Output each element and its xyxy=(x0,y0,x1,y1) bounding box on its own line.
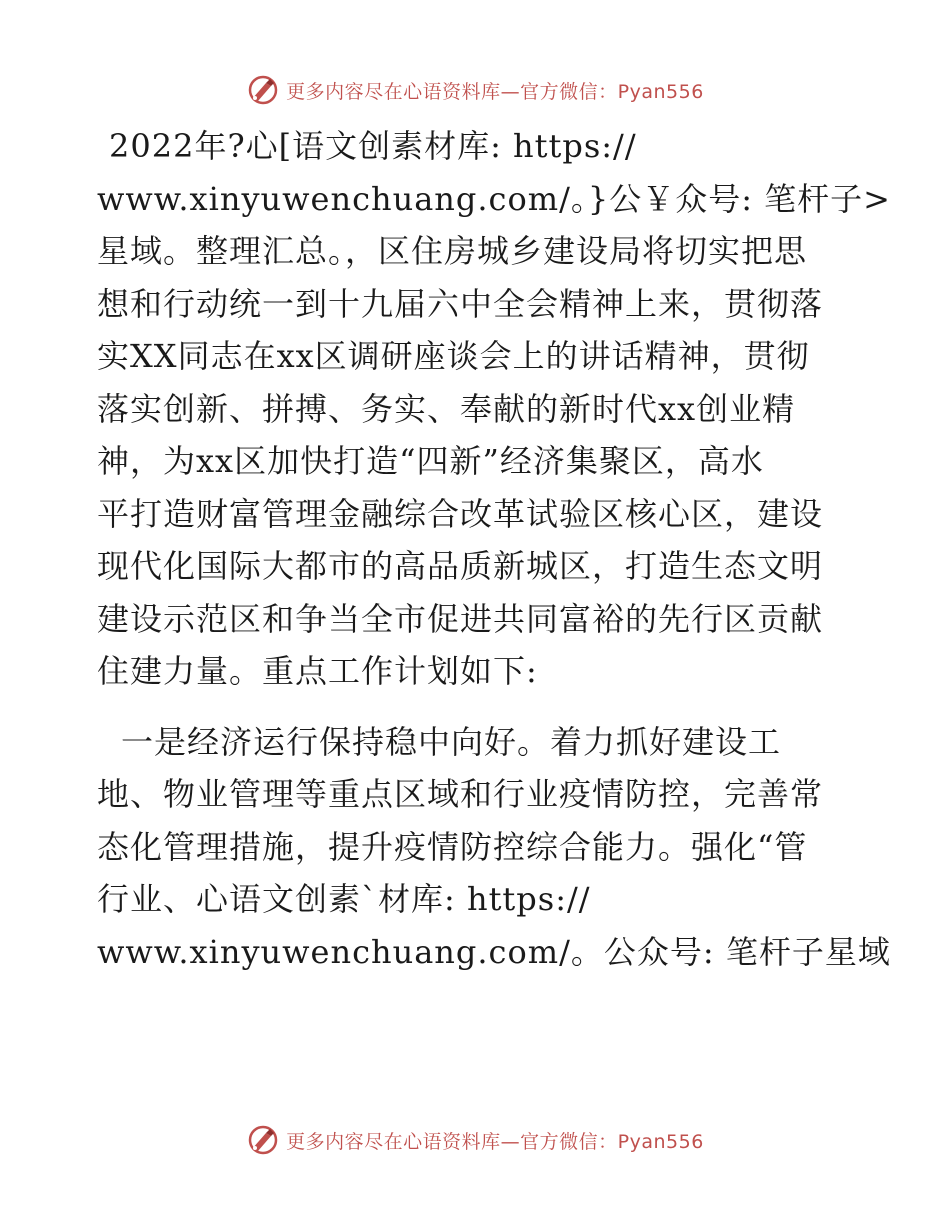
text-line: 现代化国际大都市的高品质新城区，打造生态文明 xyxy=(97,547,824,585)
text-line: www.xinyuwenchuang.com/。公众号: 笔杆子星域 xyxy=(97,932,891,971)
text-line: 神，为xx区加快打造“四新”经济集聚区，高水 xyxy=(97,442,764,480)
header-banner-inner xyxy=(246,73,704,107)
text-line: 平打造财富管理金融综合改革试验区核心区，建设 xyxy=(97,494,824,533)
text-line: 想和行动统一到十九届六中全会精神上来，贯彻落 xyxy=(97,284,824,323)
text-line: 建设示范区和争当全市促进共同富裕的先行区贡献 xyxy=(97,599,824,638)
paragraph-1 xyxy=(97,120,891,698)
footer-banner-inner xyxy=(246,1123,704,1157)
footer-banner-text: 更多内容尽在心语资料库—官方微信：Pyan556 xyxy=(286,1130,704,1153)
text-line: 行业、心语文创素`材库: https:// xyxy=(97,880,591,918)
text-line: 2022年?心[语文创素材库: https:// xyxy=(109,127,637,165)
text-line: 住建力量。重点工作计划如下: xyxy=(97,652,538,690)
paragraph-2 xyxy=(97,716,891,979)
text-line: 态化管理措施，提升疫情防控综合能力。强化“管 xyxy=(97,827,808,866)
header-banner-text: 更多内容尽在心语资料库—官方微信：Pyan556 xyxy=(286,80,704,103)
pen-logo-icon xyxy=(246,73,280,107)
text-line: www.xinyuwenchuang.com/。}公￥众号: 笔杆子> xyxy=(97,179,891,218)
text-line: 星域。整理汇总。，区住房城乡建设局将切实把思 xyxy=(97,232,808,270)
text-line: 一是经济运行保持稳中向好。着力抓好建设工 xyxy=(121,722,782,761)
footer-banner xyxy=(0,1120,950,1160)
header-banner xyxy=(0,70,950,110)
text-line: 地、物业管理等重点区域和行业疫情防控，完善常 xyxy=(97,775,824,813)
text-line: 落实创新、拼搏、务实、奉献的新时代xx创业精 xyxy=(97,389,796,428)
pen-logo-icon xyxy=(246,1123,280,1157)
text-line: 实XX同志在xx区调研座谈会上的讲话精神，贯彻 xyxy=(97,337,810,375)
document-body xyxy=(97,120,891,978)
